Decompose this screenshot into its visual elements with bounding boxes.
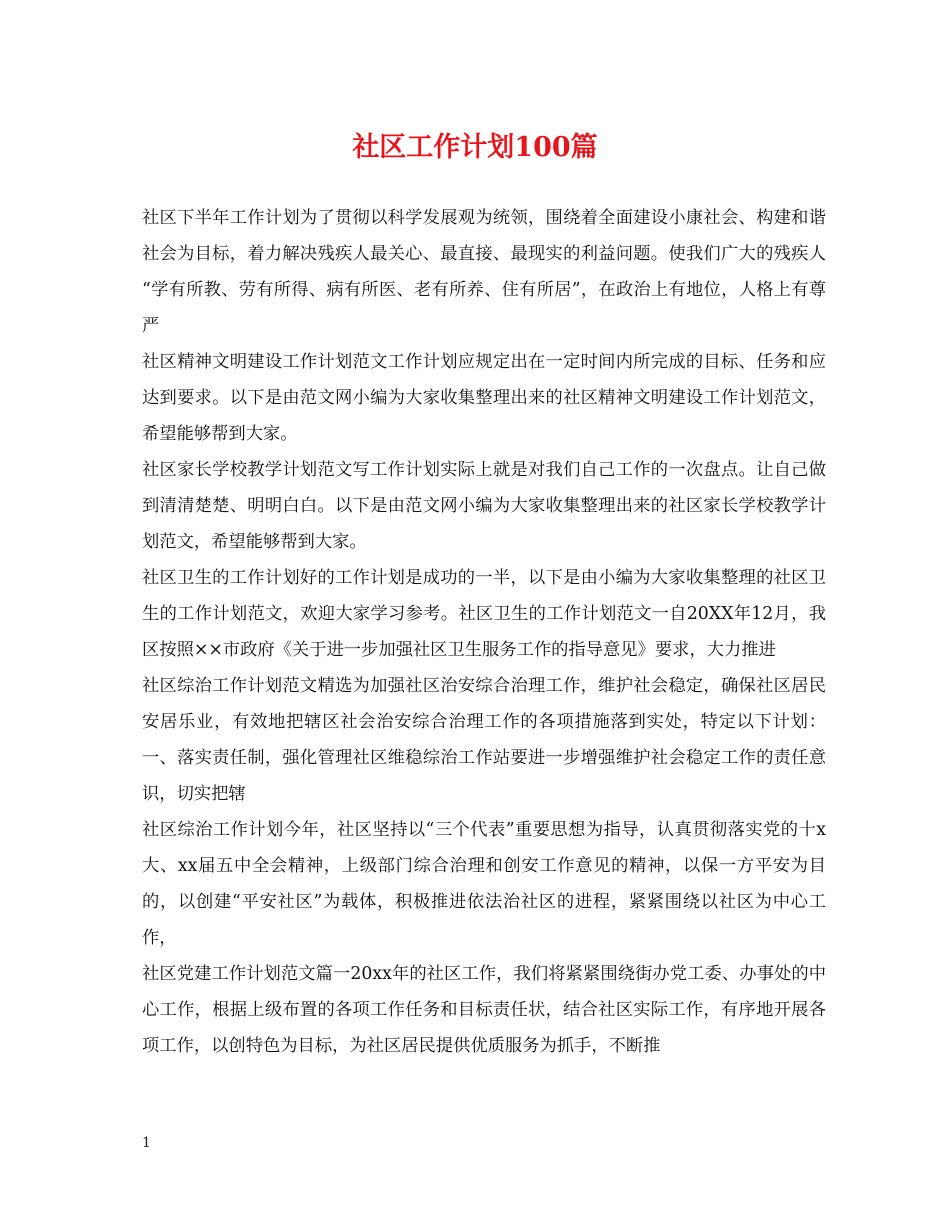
document-title: 社区工作计划100篇 (352, 132, 598, 163)
document-body (142, 200, 826, 1064)
paragraph-4: 社区卫生的工作计划好的工作计划是成功的一半，以下是由小编为大家收集整理的社区卫生的工作计划范文，欢迎大家学习参考。社区卫生的工作计划范文一自20XX年12月，我区按照××市政府《关于进一步加强社区卫生服务工作的指导意见》要求，大力推进 (142, 568, 826, 660)
paragraph-1: 社区下半年工作计划为了贯彻以科学发展观为统领，围绕着全面建设小康社会、构建和谐社会为目标，着力解决残疾人最关心、最直接、最现实的利益问题。使我们广大的残疾人 “学有所教、劳有所得、病有所医、老有所养、住有所居”，在政治上有地位，人格上有尊严 (142, 208, 826, 336)
paragraph-3: 社区家长学校教学计划范文写工作计划实际上就是对我们自己工作的一次盘点。让自己做到清清楚楚、明明白白。以下是由范文网小编为大家收集整理出来的社区家长学校教学计划范文，希望能够帮到大家。 (142, 460, 826, 552)
paragraph-2: 社区精神文明建设工作计划范文工作计划应规定出在一定时间内所完成的目标、任务和应达到要求。以下是由范文网小编为大家收集整理出来的社区精神文明建设工作计划范文，希望能够帮到大家。 (142, 352, 826, 444)
paragraph-6: 社区综治工作计划今年，社区坚持以“三个代表”重要思想为指导，认真贯彻落实党的十x大、xx届五中全会精神，上级部门综合治理和创安工作意见的精神，以保一方平安为目的，以创建“平安社区”为载体，积极推进依法治社区的进程，紧紧围绕以社区为中心工作， (142, 820, 826, 948)
paragraph-5: 社区综治工作计划范文精选为加强社区治安综合治理工作，维护社会稳定，确保社区居民安居乐业，有效地把辖区社会治安综合治理工作的各项措施落到实处，特定以下计划：一、落实责任制，强化管理社区维稳综治工作站要进一步增强维护社会稳定工作的责任意识，切实把辖 (142, 676, 826, 804)
paragraph-7: 社区党建工作计划范文篇一20xx年的社区工作，我们将紧紧围绕街办党工委、办事处的中心工作，根据上级布置的各项工作任务和目标责任状，结合社区实际工作，有序地开展各项工作，以创特色为目标，为社区居民提供优质服务为抓手，不断推 (142, 964, 826, 1056)
page-number: 1 (142, 1135, 151, 1151)
